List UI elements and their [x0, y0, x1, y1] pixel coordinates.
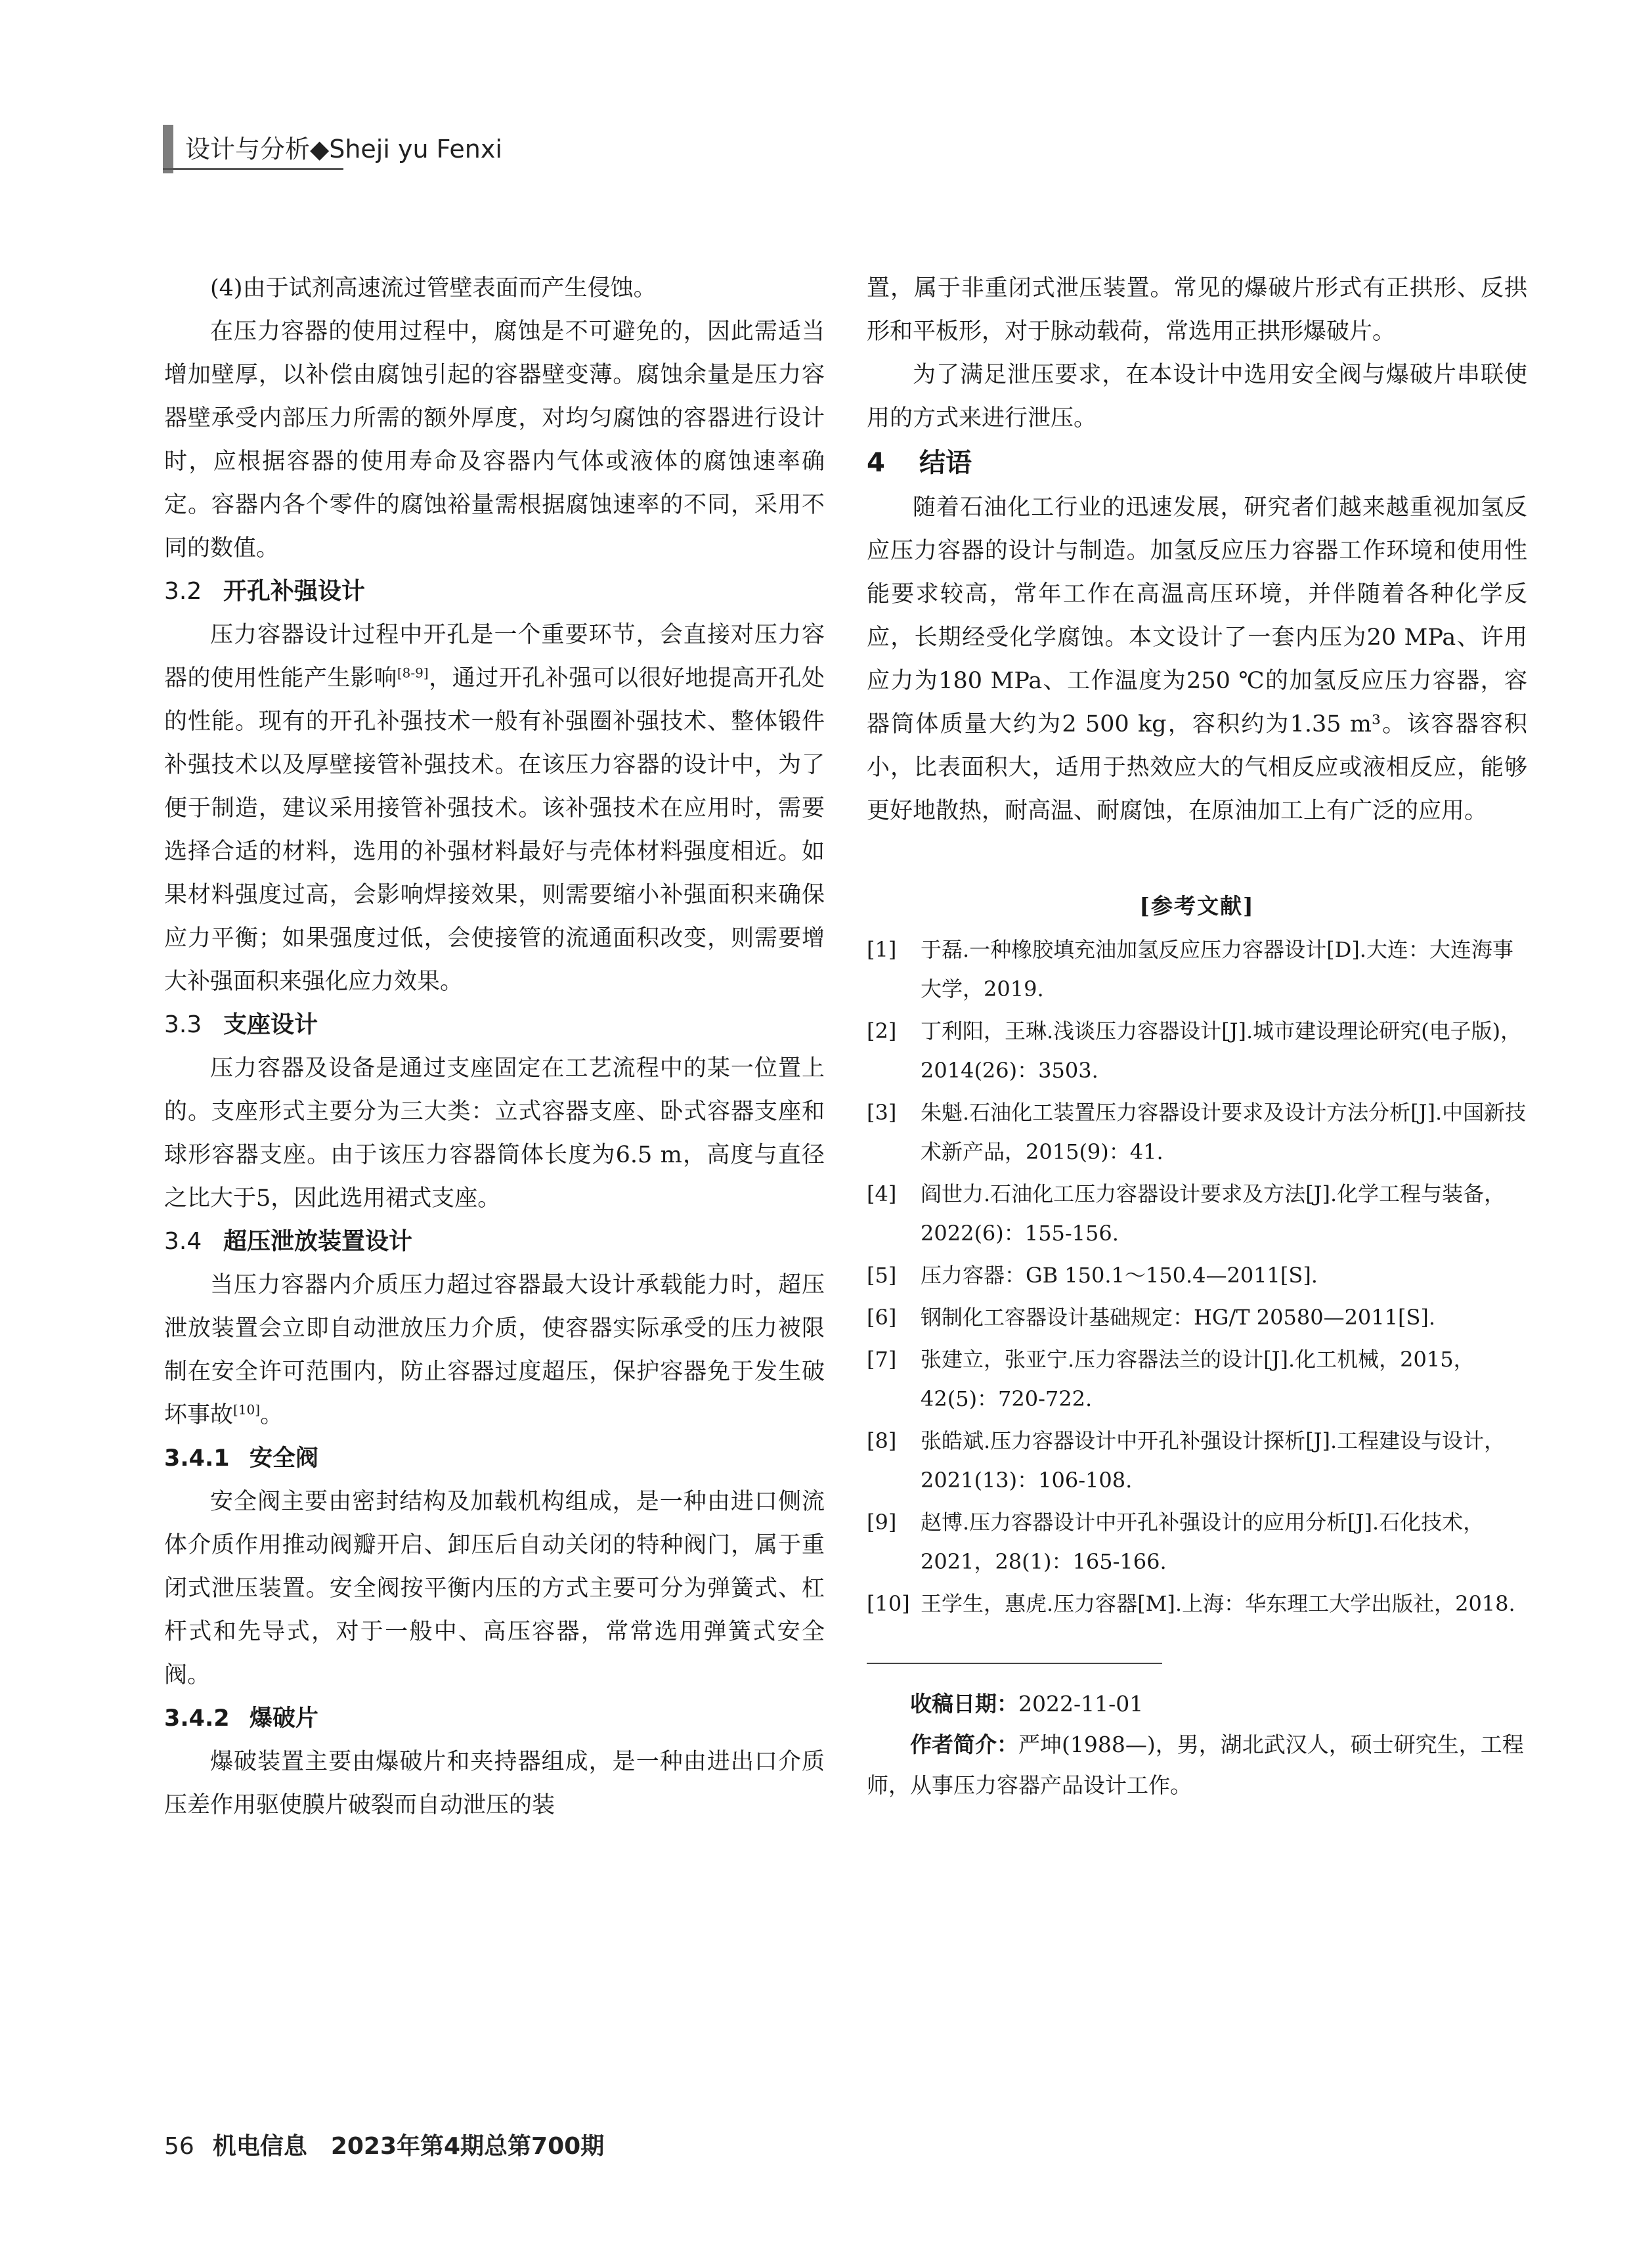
section-number: 3.4: [164, 1228, 202, 1255]
section-number: 4: [867, 448, 885, 478]
page-footer: [164, 2128, 604, 2161]
section-heading-3-3: [164, 1003, 825, 1047]
text-run: 。: [260, 1402, 284, 1428]
reference-text: 张建立，张亚宁.压力容器法兰的设计[J].化工机械，2015，42(5)：720-722.: [921, 1347, 1475, 1411]
paragraph: 压力容器及设备是通过支座固定在工艺流程中的某一位置上的。支座形式主要分为三大类：立式容器支座、卧式容器支座和球形容器支座。由于该压力容器筒体长度为6.5 m，高度与直径之比大于5，因此选用裙式支座。: [164, 1055, 825, 1212]
section-number: 3.4.1: [164, 1445, 230, 1472]
section-number: 3.3: [164, 1011, 202, 1038]
text-run: 压力容器设计过程中开孔是一个重要环节，会直接对压力容器的使用性能产生影响: [164, 622, 825, 691]
paragraph: [164, 1263, 825, 1437]
reference-item: [867, 1174, 1527, 1253]
paragraph: (4)由于试剂高速流过管壁表面而产生侵蚀。: [210, 275, 657, 301]
reference-item: [867, 1093, 1527, 1172]
reference-item: [867, 930, 1527, 1009]
header-section: 设计与分析◆Sheji yu Fenxi: [185, 135, 502, 164]
references-list: [867, 930, 1527, 1623]
paragraph: 在压力容器的使用过程中，腐蚀是不可避免的，因此需适当增加壁厚，以补偿由腐蚀引起的容器壁变薄。腐蚀余量是压力容器壁承受内部压力所需的额外厚度，对均匀腐蚀的容器进行设计时，应根据容器的使用寿命及容器内气体或液体的腐蚀速率确定。容器内各个零件的腐蚀裕量需根据腐蚀速率的不同，采用不同的数值。: [164, 318, 825, 561]
reference-number: [8]: [867, 1428, 897, 1453]
paragraph: 置，属于非重闭式泄压装置。常见的爆破片形式有正拱形、反拱形和平板形，对于脉动载荷，常选用正拱形爆破片。: [867, 275, 1527, 345]
reference-number: [3]: [867, 1100, 897, 1125]
paragraph: 安全阀主要由密封结构及加载机构组成，是一种由进口侧流体介质作用推动阀瓣开启、卸压后自动关闭的特种阀门，属于重闭式泄压装置。安全阀按平衡内压的方式主要可分为弹簧式、杠杆式和先导式，对于一般中、高压容器，常常选用弹簧式安全阀。: [164, 1489, 825, 1688]
received-date: [867, 1684, 1527, 1724]
reference-number: [9]: [867, 1510, 897, 1535]
reference-text: 朱魁.石油化工装置压力容器设计要求及设计方法分析[J].中国新技术新产品，2015(9)：41.: [921, 1100, 1527, 1164]
reference-text: 赵博.压力容器设计中开孔补强设计的应用分析[J].石化技术，2021，28(1)：165-166.: [921, 1510, 1485, 1574]
section-number: 3.2: [164, 578, 202, 605]
reference-number: [4]: [867, 1181, 897, 1206]
right-column: [867, 267, 1527, 1806]
received-label: 收稿日期：: [910, 1691, 1018, 1717]
section-number: 3.4.2: [164, 1705, 230, 1732]
page-number: 56: [164, 2133, 194, 2160]
reference-item: [867, 1256, 1527, 1295]
paragraph: 为了满足泄压要求，在本设计中选用安全阀与爆破片串联使用的方式来进行泄压。: [867, 362, 1527, 431]
reference-text: 张皓斌.压力容器设计中开孔补强设计探析[J].工程建设与设计，2021(13)：106-108.: [921, 1428, 1506, 1493]
reference-number: [7]: [867, 1347, 897, 1372]
reference-number: [6]: [867, 1305, 897, 1330]
references-title: [参考文献]: [1139, 893, 1255, 919]
left-column: [164, 267, 825, 1827]
section-title: 安全阀: [250, 1445, 319, 1472]
header-rule: [163, 168, 343, 170]
section-heading-4: [867, 440, 1527, 486]
section-title: 开孔补强设计: [223, 578, 366, 605]
reference-item: [867, 1421, 1527, 1500]
author-value: 严坤(1988—)，男，湖北武汉人，硕士研究生，工程师，从事压力容器产品设计工作。: [867, 1732, 1524, 1798]
reference-item: [867, 1011, 1527, 1090]
section-title: 超压泄放装置设计: [223, 1228, 413, 1255]
section-title: 结语: [919, 448, 972, 478]
text-run: ，通过开孔补强可以很好地提高开孔处的性能。现有的开孔补强技术一般有补强圈补强技术、整体锻件补强技术以及厚壁接管补强技术。在该压力容器的设计中，为了便于制造，建议采用接管补强技术。该补强技术在应用时，需要选择合适的材料，选用的补强材料最好与壳体材料强度相近。如果材料强度过高，会影响焊接效果，则需要缩小补强面积来确保应力平衡；如果强度过低，会使接管的流通面积改变，则需要增大补强面积来强化应力效果。: [164, 665, 825, 995]
journal-issue: 机电信息 2023年第4期总第700期: [212, 2133, 605, 2160]
reference-item: [867, 1584, 1527, 1623]
citation: [8-9]: [397, 665, 429, 681]
section-heading-3-2: [164, 570, 825, 613]
subsection-heading-3-4-1: [164, 1437, 825, 1480]
section-title: 爆破片: [250, 1705, 319, 1732]
reference-text: 阎世力.石油化工压力容器设计要求及方法[J].化学工程与装备，2022(6)：155-156.: [921, 1181, 1506, 1246]
section-heading-3-4: [164, 1220, 825, 1263]
reference-item: [867, 1502, 1527, 1581]
subsection-heading-3-4-2: [164, 1697, 825, 1740]
paragraph: 爆破装置主要由爆破片和夹持器组成，是一种由进出口介质压差作用驱使膜片破裂而自动泄压的装: [164, 1749, 825, 1818]
author-label: 作者简介：: [910, 1732, 1018, 1757]
received-value: 2022-11-01: [1018, 1691, 1144, 1717]
reference-number: [2]: [867, 1019, 897, 1043]
reference-text: 钢制化工容器设计基础规定：HG/T 20580—2011[S].: [921, 1305, 1436, 1330]
reference-number: [1]: [867, 937, 897, 962]
reference-item: [867, 1340, 1527, 1418]
header-bar: [163, 125, 173, 173]
reference-text: 压力容器：GB 150.1～150.4—2011[S].: [921, 1263, 1318, 1288]
reference-number: [5]: [867, 1263, 897, 1288]
reference-number: [10]: [867, 1591, 910, 1616]
footnote-rule: [867, 1663, 1162, 1664]
text-run: 当压力容器内介质压力超过容器最大设计承载能力时，超压泄放装置会立即自动泄放压力介质，使容器实际承受的压力被限制在安全许可范围内，防止容器过度超压，保护容器免于发生破坏事故: [164, 1272, 825, 1428]
reference-text: 王学生，惠虎.压力容器[M].上海：华东理工大学出版社，2018.: [921, 1591, 1515, 1616]
author-bio: [867, 1724, 1527, 1806]
paragraph: [164, 613, 825, 1003]
paragraph: 随着石油化工行业的迅速发展，研究者们越来越重视加氢反应压力容器的设计与制造。加氢反应压力容器工作环境和使用性能要求较高，常年工作在高温高压环境，并伴随着各种化学反应，长期经受化学腐蚀。本文设计了一套内压为20 MPa、许用应力为180 MPa、工作温度为250 ℃的加氢反应压力容器，容器筒体质量大约为2 500 kg，容积约为1.35 m³。该容器容积小，比表面积大，适用于热效应大的气相反应或液相反应，能够更好地散热，耐高温、耐腐蚀，在原油加工上有广泛的应用。: [867, 494, 1527, 824]
reference-text: 于磊.一种橡胶填充油加氢反应压力容器设计[D].大连：大连海事大学，2019.: [921, 937, 1513, 1001]
citation: [10]: [233, 1401, 261, 1418]
section-title: 支座设计: [223, 1011, 318, 1038]
reference-item: [867, 1298, 1527, 1337]
reference-text: 丁利阳，王琳.浅谈压力容器设计[J].城市建设理论研究(电子版)，2014(26)：3503.: [921, 1019, 1522, 1083]
